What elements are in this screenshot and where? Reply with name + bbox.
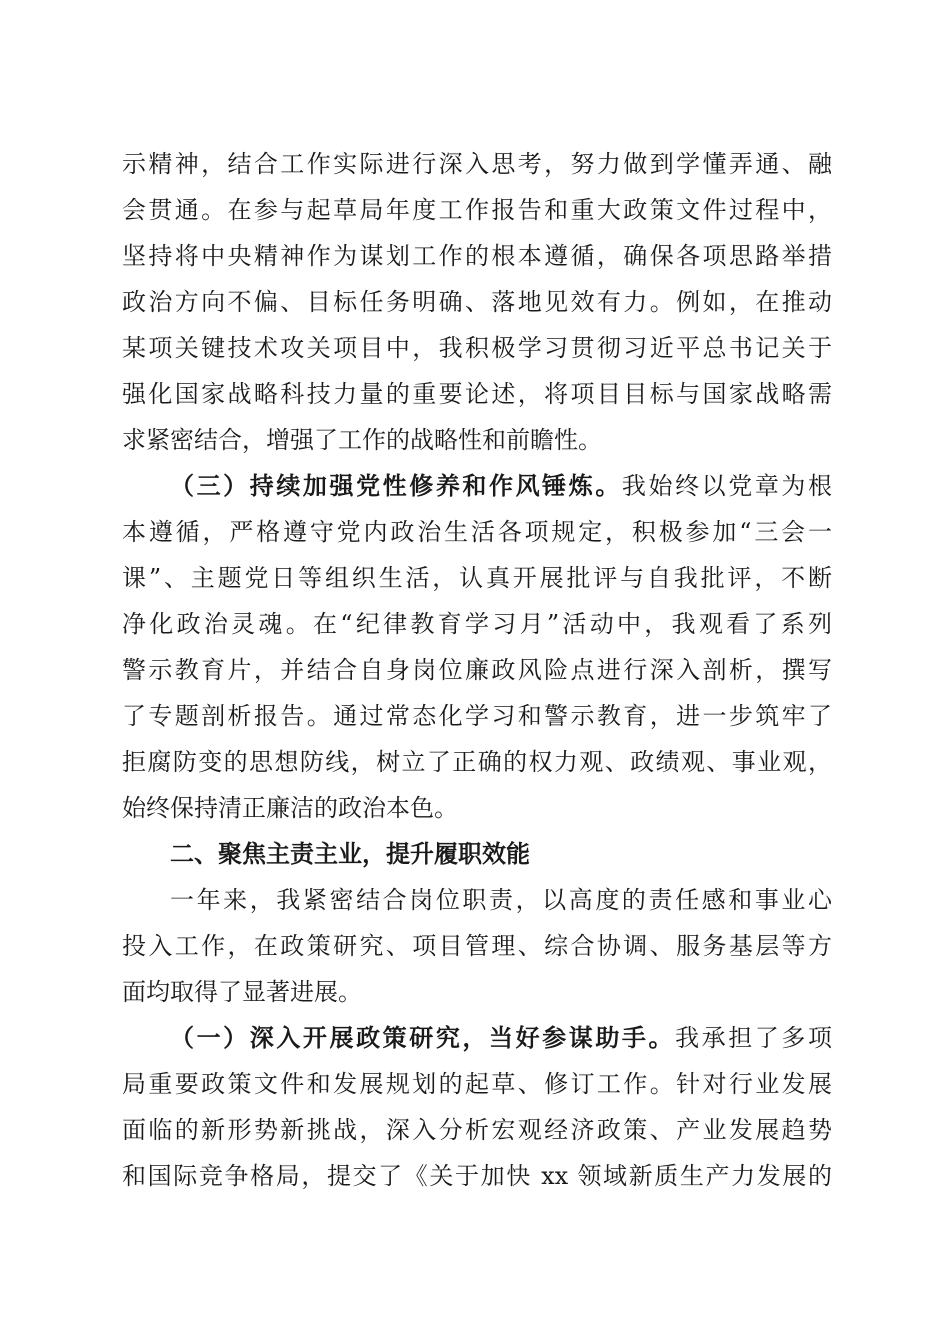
body-text-line: 净化政治灵魂。在“纪律教育学习月”活动中，我观看了系列: [122, 610, 832, 638]
body-text-span: 我始终以党章为根: [621, 472, 833, 500]
body-text-line: 拒腐防变的思想防线，树立了正确的权力观、政绩观、事业观，: [122, 748, 832, 776]
body-text-line: 某项关键技术攻关项目中，我积极学习贯彻习近平总书记关于: [122, 334, 832, 362]
body-text-line: 面均取得了显著进展。: [122, 978, 362, 1006]
body-text-line: 示精神，结合工作实际进行深入思考，努力做到学懂弄通、融: [122, 150, 832, 178]
body-text-line: 警示教育片，并结合自身岗位廉政风险点进行深入剖析，撰写: [122, 656, 832, 684]
body-text-line: 局重要政策文件和发展规划的起草、修订工作。针对行业发展: [122, 1070, 832, 1098]
body-text-line: 和国际竞争格局，提交了《关于加快 xx 领域新质生产力发展的: [122, 1162, 832, 1190]
body-text-line: 始终保持清正廉洁的政治本色。: [122, 794, 458, 822]
body-text-line: 强化国家战略科技力量的重要论述，将项目目标与国家战略需: [122, 380, 832, 408]
body-text-line: 坚持将中央精神作为谋划工作的根本遵循，确保各项思路举措: [122, 242, 832, 270]
body-text-line: 课”、主题党日等组织生活，认真开展批评与自我批评，不断: [122, 564, 832, 592]
subsection-title: （三）持续加强党性修养和作风锤炼。: [170, 471, 622, 500]
body-text-line: 面临的新形势新挑战，深入分析宏观经济政策、产业发展趋势: [122, 1116, 832, 1144]
body-text-line: 政治方向不偏、目标任务明确、落地见效有力。例如，在推动: [122, 288, 832, 316]
section-heading: 二、聚焦主责主业，提升履职效能: [170, 840, 530, 868]
body-text-line: 一年来，我紧密结合岗位职责，以高度的责任感和事业心: [170, 886, 832, 914]
body-text-line: 本遵循，严格遵守党内政治生活各项规定，积极参加“三会一: [122, 518, 832, 546]
body-text-line: 会贯通。在参与起草局年度工作报告和重大政策文件过程中，: [122, 196, 832, 224]
body-text-line: 求紧密结合，增强了工作的战略性和前瞻性。: [122, 426, 602, 454]
body-text-line: 了专题剖析报告。通过常态化学习和警示教育，进一步筑牢了: [122, 702, 832, 730]
body-text-line: 投入工作，在政策研究、项目管理、综合协调、服务基层等方: [122, 932, 832, 960]
paragraph-first-line: [170, 466, 832, 506]
paragraph-first-line: [170, 1018, 832, 1058]
body-text-span: 我承担了多项: [675, 1024, 833, 1052]
subsection-title: （一）深入开展政策研究，当好参谋助手。: [170, 1023, 676, 1052]
